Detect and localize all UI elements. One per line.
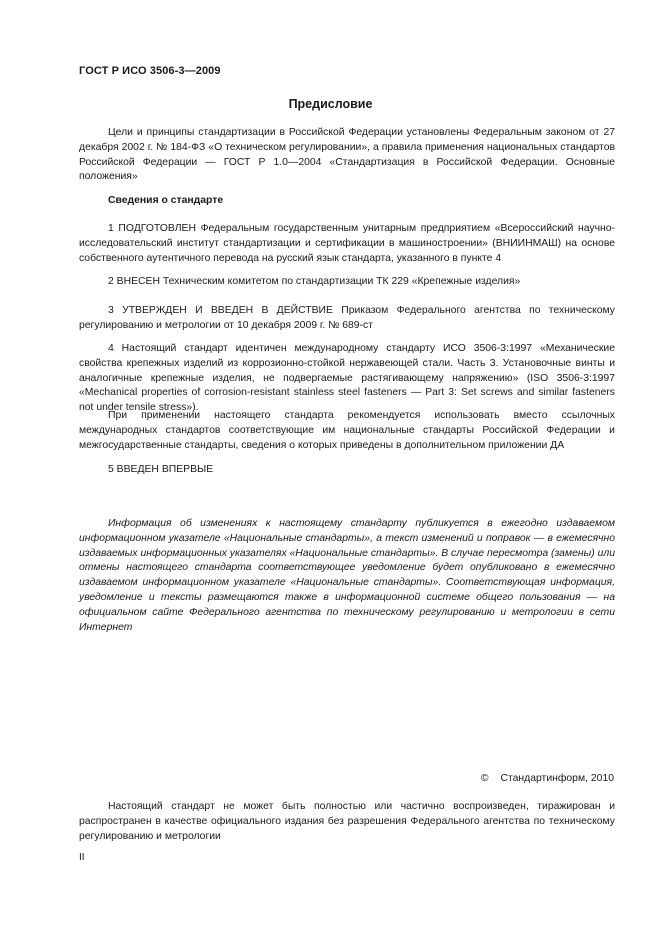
copyright-text: Стандартинформ, 2010 xyxy=(500,773,614,784)
section-subheading: Сведения о стандарте xyxy=(108,195,224,206)
item-2: 2 ВНЕСЕН Техническим комитетом по стандартизации ТК 229 «Крепежные изделия» xyxy=(108,276,521,287)
intro-paragraph: Цели и принципы стандартизации в Российской Федерации установлены Федеральным законом от 27 декабря 2002 г. № 184-ФЗ «О техническом регулировании», а правила применения национальных стандартов Российской Федерации — ГОСТ Р 1.0—2004 «Стандартизация в Российской Федерации. Основные положения» xyxy=(79,127,615,183)
item-3: 3 УТВЕРЖДЕН И ВВЕДЕН В ДЕЙСТВИЕ Приказом Федерального агентства по техническому регулированию и метрологии от 10 декабря 2009 г. № 689-ст xyxy=(79,305,615,331)
page-title: Предисловие xyxy=(288,97,373,111)
item-4-note: При применении настоящего стандарта рекомендуется использовать вместо ссылочных международных стандартов соответствующие им национальные стандарты Российской Федерации и межгосударственные стандарты, сведения о которых приведены в дополнительном приложении ДА xyxy=(79,410,615,451)
copyright-icon: © xyxy=(480,773,489,784)
notice-paragraph: Информация об изменениях к настоящему стандарту публикуется в ежегодно издаваемом информационном указателе «Национальные стандарты», а текст изменений и поправок — в ежемесячно издаваемых информационных указателях «Национальные стандарты». В случае пересмотра (замены) или отмены настоящего стандарта соответствующее уведомление будет опубликовано в ежемесячно издаваемом информационном указателе «Национальные стандарты». Соответствующая информация, уведомление и тексты размещаются также в информационной системе общего пользования — на официальном сайте Федерального агентства по техническому регулированию и метрологии в сети Интернет xyxy=(79,518,615,633)
page-number: II xyxy=(79,852,85,863)
footer-paragraph: Настоящий стандарт не может быть полностью или частично воспроизведен, тиражирован и распространен в качестве официального издания без разрешения Федерального агентства по техническому регулированию и метрологии xyxy=(79,801,615,842)
standard-header: ГОСТ Р ИСО 3506-3—2009 xyxy=(79,65,221,77)
item-5: 5 ВВЕДЕН ВПЕРВЫЕ xyxy=(108,464,214,475)
copyright-line xyxy=(481,773,614,784)
item-1: 1 ПОДГОТОВЛЕН Федеральным государственным унитарным предприятием «Всероссийский научно-исследовательский институт стандартизации и сертификации в машиностроении» (ВНИИНМАШ) на основе собственного аутентичного перевода на русский язык стандарта, указанного в пункте 4 xyxy=(79,223,615,264)
item-4: 4 Настоящий стандарт идентичен международному стандарту ИСО 3506-3:1997 «Механические свойства крепежных изделий из коррозионно-стойкой нержавеющей стали. Часть 3. Установочные винты и аналогичные крепежные изделия, не подвергаемые растягивающему напряжению» (ISO 3506-3:1997 «Mechanical properties of corrosion-resistant stainless steel fasteners — Part 3: Set screws and similar fasteners not under tensile stress»). xyxy=(79,343,615,414)
